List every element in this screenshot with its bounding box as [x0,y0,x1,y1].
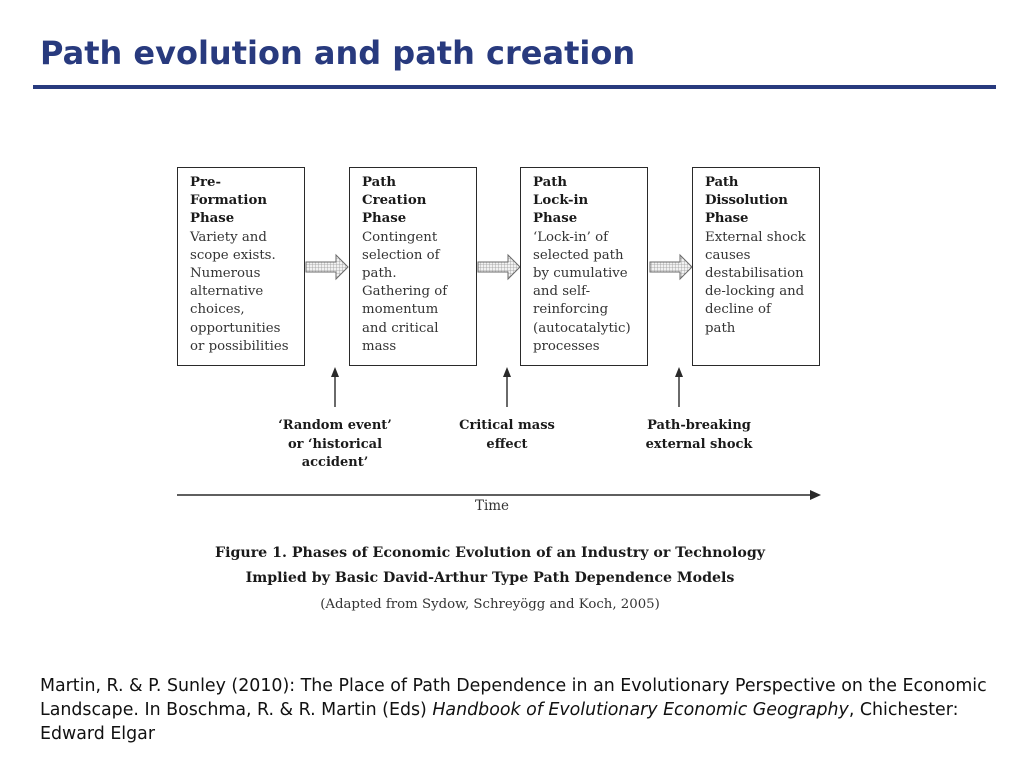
phase-box-dissolution [692,167,820,366]
figure-caption-line-2: Implied by Basic David-Arthur Type Path Dependence Models [245,570,735,586]
block-arrow-1 [306,255,348,279]
phase-description: External shock causes destabilisation de-locking and decline of path [705,229,806,336]
figure-caption-source: (Adapted from Sydow, Schreyögg and Koch, 2005) [320,597,660,612]
page-title: Path evolution and path creation [40,34,636,72]
block-arrow-3 [650,255,692,279]
citation-text: Martin, R. & P. Sunley (2010): The Place of Path Dependence in an Evolutionary Perspective on the Economic Landscape. In Boschma, R. & R. Martin (Eds) [40,676,987,720]
phase-description: Variety and scope exists. Numerous alternative choices, opportunities or possibilities [190,229,289,354]
event-arrow-1 [331,367,339,407]
phase-title: Pre- Formation Phase [190,175,268,227]
citation-publisher: , Chichester: Edward Elgar [40,700,959,744]
figure-caption-line-1: Figure 1. Phases of Economic Evolution of an Industry or Technology [215,545,765,561]
phase-title: Path Dissolution Phase [705,175,788,227]
time-axis-label: Time [474,498,510,514]
phase-box-pre-formation [177,167,305,366]
block-arrow-2 [478,255,520,279]
event-arrow-2 [503,367,511,407]
phase-title: Path Lock-in Phase [533,175,589,227]
phase-description: ‘Lock-in’ of selected path by cumulative and self- reinforcing (autocatalytic) processes [533,229,631,354]
event-label-critical-mass: Critical mass effect [459,418,555,452]
event-label-random-event: ‘Random event’ or ‘historical accident’ [278,418,392,470]
phase-title: Path Creation Phase [362,175,427,227]
event-label-external-shock: Path-breaking external shock [645,418,753,452]
citation-book-title: Handbook of Evolutionary Economic Geography [432,700,849,720]
citation [40,674,990,746]
phase-description: Contingent selection of path. Gathering of momentum and critical mass [362,229,448,354]
phase-box-lock-in [520,167,648,366]
phase-box-path-creation [349,167,477,366]
event-arrow-3 [675,367,683,407]
